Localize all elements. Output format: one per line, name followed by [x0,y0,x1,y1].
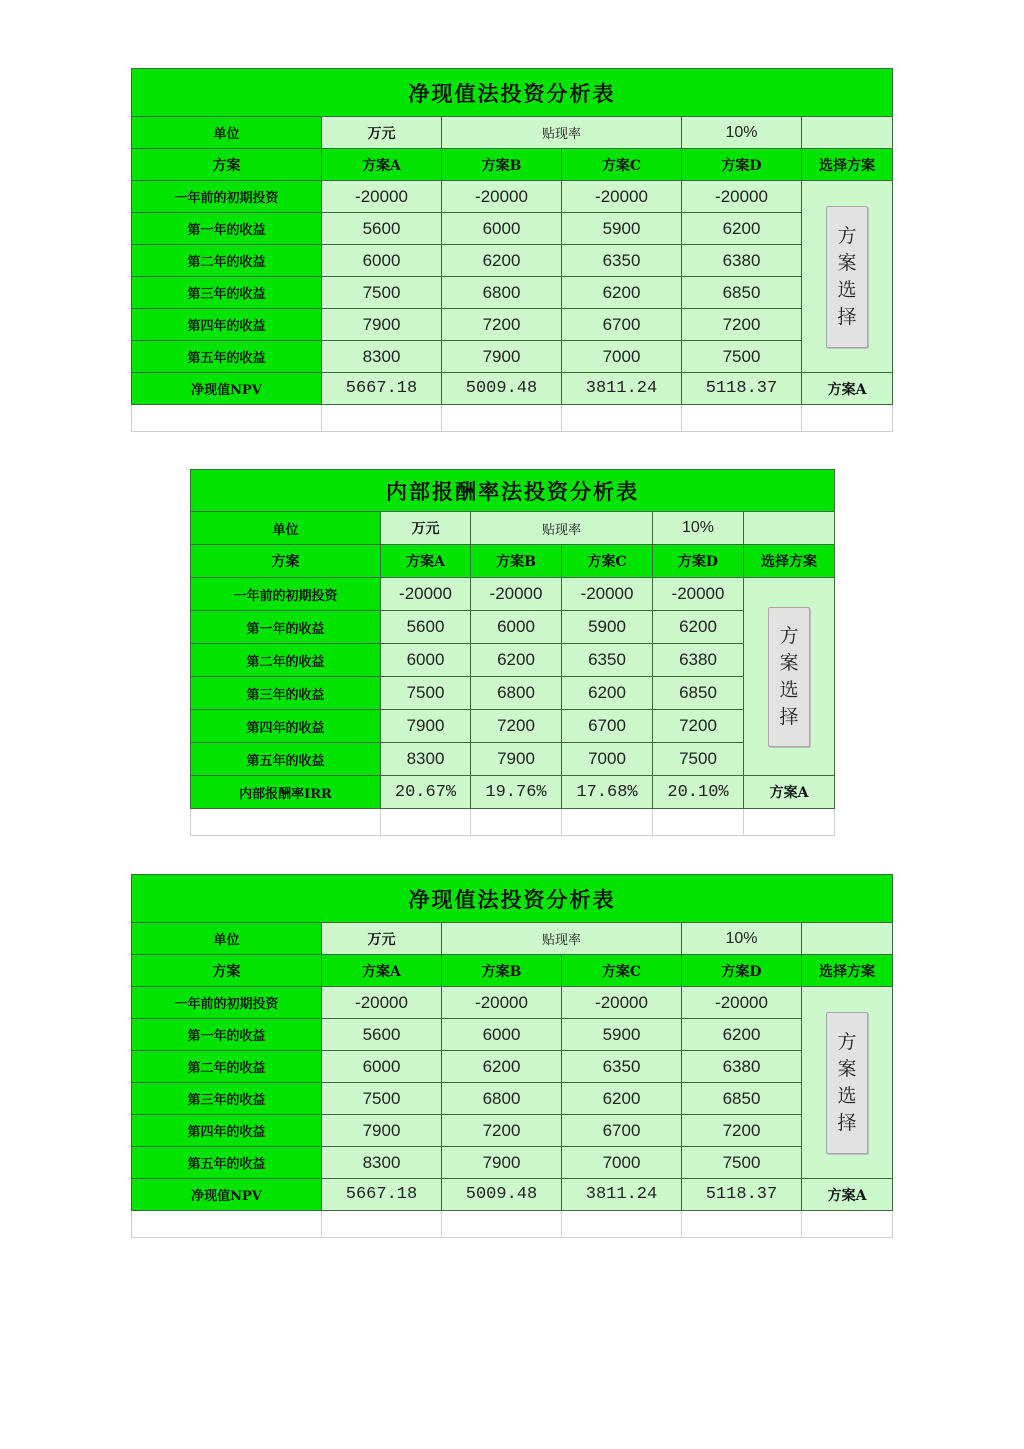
unit-label: 单位 [132,117,322,149]
result-value[interactable]: 5667.18 [322,1179,442,1211]
unit-label: 单位 [191,512,381,545]
empty-cell [802,923,893,955]
value-cell[interactable]: 7200 [682,1115,802,1147]
result-value[interactable]: 5009.48 [442,373,562,405]
choose-plan-button[interactable] [826,206,868,348]
value-cell[interactable]: 5900 [562,1019,682,1051]
result-value[interactable]: 5118.37 [682,1179,802,1211]
value-cell[interactable]: 5600 [381,611,471,644]
empty-cell[interactable] [381,809,471,836]
button-char: 方 [837,224,857,247]
value-cell[interactable]: 6800 [442,1083,562,1115]
value-cell[interactable]: 6380 [682,1051,802,1083]
value-cell[interactable]: -20000 [322,181,442,213]
value-cell[interactable]: 5600 [322,213,442,245]
table-row [132,1019,893,1051]
value-cell[interactable]: -20000 [442,181,562,213]
plan-c-header: 方案C [562,955,682,987]
button-char: 选 [837,1084,857,1107]
table-row [191,677,835,710]
empty-cell[interactable] [191,809,381,836]
unit-value[interactable]: 万元 [381,512,471,545]
table-row [132,1147,893,1179]
row-label: 第四年的收益 [132,309,322,341]
value-cell[interactable]: 6200 [682,213,802,245]
value-cell[interactable]: 5900 [562,213,682,245]
plan-b-header: 方案B [442,955,562,987]
value-cell[interactable]: 8300 [322,341,442,373]
plan-d-header: 方案D [682,955,802,987]
value-cell[interactable]: 7200 [471,710,562,743]
result-value[interactable]: 5667.18 [322,373,442,405]
value-cell[interactable]: 7000 [562,743,653,776]
row-label: 第一年的收益 [132,1019,322,1051]
value-cell[interactable]: 6350 [562,1051,682,1083]
value-cell[interactable]: 6800 [471,677,562,710]
table-row [132,213,893,245]
button-char: 案 [837,1057,857,1080]
value-cell[interactable]: 7500 [682,1147,802,1179]
button-char: 择 [837,305,857,328]
choose-plan-header: 选择方案 [744,545,835,578]
value-cell[interactable]: -20000 [562,578,653,611]
value-cell[interactable]: 6200 [562,277,682,309]
result-value[interactable]: 3811.24 [562,1179,682,1211]
table-row [191,611,835,644]
empty-cell[interactable] [562,405,682,432]
empty-cell[interactable] [802,405,893,432]
value-cell[interactable]: 6200 [442,1051,562,1083]
plan-b-header: 方案B [471,545,562,578]
value-cell[interactable]: 6000 [381,644,471,677]
table-row [191,743,835,776]
value-cell[interactable]: 7000 [562,1147,682,1179]
value-cell[interactable]: 7900 [322,309,442,341]
value-cell[interactable]: 7200 [682,309,802,341]
value-cell[interactable]: -20000 [471,578,562,611]
value-cell[interactable]: 7200 [442,309,562,341]
row-label: 第五年的收益 [191,743,381,776]
value-cell[interactable]: 7500 [381,677,471,710]
empty-row [132,1211,893,1238]
plan-a-header: 方案A [381,545,471,578]
row-label: 一年前的初期投资 [132,181,322,213]
button-char: 方 [837,1030,857,1053]
value-cell[interactable]: 6200 [442,245,562,277]
row-label: 第一年的收益 [132,213,322,245]
empty-row [132,405,893,432]
value-cell[interactable]: 7900 [471,743,562,776]
plan-a-header: 方案A [322,149,442,181]
unit-label: 单位 [132,923,322,955]
empty-cell[interactable] [682,1211,802,1238]
empty-cell[interactable] [442,405,562,432]
value-cell[interactable]: 6800 [442,277,562,309]
value-cell[interactable]: 8300 [381,743,471,776]
row-label: 第四年的收益 [191,710,381,743]
plan-d-header: 方案D [653,545,744,578]
value-cell[interactable]: -20000 [381,578,471,611]
table-row [191,578,835,611]
value-cell[interactable]: 6350 [562,245,682,277]
button-char: 案 [837,251,857,274]
value-cell[interactable]: 6700 [562,710,653,743]
value-cell[interactable]: -20000 [653,578,744,611]
table-row [132,1051,893,1083]
irr-analysis-table [190,469,834,836]
value-cell[interactable]: 6380 [653,644,744,677]
result-value[interactable]: 5009.48 [442,1179,562,1211]
table-row [132,309,893,341]
row-label: 第一年的收益 [191,611,381,644]
row-label: 一年前的初期投资 [132,987,322,1019]
value-cell[interactable]: 6850 [682,1083,802,1115]
value-cell[interactable]: 7900 [442,341,562,373]
value-cell[interactable]: 6200 [682,1019,802,1051]
value-cell[interactable]: -20000 [562,987,682,1019]
value-cell[interactable]: 7900 [442,1147,562,1179]
npv-analysis-table-2 [131,874,892,1238]
value-cell[interactable]: 6850 [653,677,744,710]
value-cell[interactable]: 7500 [682,341,802,373]
button-char: 方 [779,624,799,647]
value-cell[interactable]: -20000 [682,987,802,1019]
result-value[interactable]: 3811.24 [562,373,682,405]
result-row [132,1179,893,1211]
value-cell[interactable]: 7500 [322,1083,442,1115]
choose-plan-button[interactable] [826,1012,868,1154]
discount-rate-value[interactable]: 10% [682,923,802,955]
plan-header-label: 方案 [191,545,381,578]
value-cell[interactable]: -20000 [562,181,682,213]
choose-plan-cell [744,578,835,776]
value-cell[interactable]: 6380 [682,245,802,277]
value-cell[interactable]: 6200 [562,1083,682,1115]
plan-c-header: 方案C [562,149,682,181]
row-label: 第五年的收益 [132,341,322,373]
value-cell[interactable]: 5900 [562,611,653,644]
value-cell[interactable]: 6200 [471,644,562,677]
value-cell[interactable]: 6850 [682,277,802,309]
button-char: 案 [779,651,799,674]
table-row [132,341,893,373]
choose-plan-cell [802,987,893,1179]
result-row [191,776,835,809]
empty-cell[interactable] [682,405,802,432]
value-cell[interactable]: 7500 [322,277,442,309]
value-cell[interactable]: 7000 [562,341,682,373]
empty-cell[interactable] [322,405,442,432]
npv-analysis-table-1 [131,68,892,432]
value-cell[interactable]: 7200 [442,1115,562,1147]
value-cell[interactable]: 6700 [562,1115,682,1147]
result-value[interactable]: 5118.37 [682,373,802,405]
empty-cell[interactable] [132,405,322,432]
button-char: 择 [837,1111,857,1134]
empty-cell [802,117,893,149]
table-row [132,277,893,309]
value-cell[interactable]: 7200 [653,710,744,743]
table-title: 内部报酬率法投资分析表 [191,470,835,512]
result-label: 净现值NPV [132,1179,322,1211]
unit-value[interactable]: 万元 [322,923,442,955]
plan-c-header: 方案C [562,545,653,578]
value-cell[interactable]: 6350 [562,644,653,677]
value-cell[interactable]: 7500 [653,743,744,776]
row-label: 一年前的初期投资 [191,578,381,611]
table-row [132,181,893,213]
plan-d-header: 方案D [682,149,802,181]
result-value[interactable]: 19.76% [471,776,562,809]
empty-cell[interactable] [322,1211,442,1238]
choose-plan-button[interactable] [768,607,810,747]
value-cell[interactable]: 7900 [322,1115,442,1147]
table-title: 净现值法投资分析表 [132,69,893,117]
value-cell[interactable]: 6000 [322,245,442,277]
chosen-plan: 方案A [802,373,893,405]
value-cell[interactable]: 6000 [442,213,562,245]
empty-cell[interactable] [562,1211,682,1238]
row-label: 第三年的收益 [191,677,381,710]
choose-plan-header: 选择方案 [802,955,893,987]
empty-cell[interactable] [802,1211,893,1238]
value-cell[interactable]: -20000 [322,987,442,1019]
value-cell[interactable]: -20000 [442,987,562,1019]
table-row [132,245,893,277]
value-cell[interactable]: -20000 [682,181,802,213]
value-cell[interactable]: 6000 [442,1019,562,1051]
row-label: 第二年的收益 [132,245,322,277]
value-cell[interactable]: 6200 [562,677,653,710]
row-label: 第五年的收益 [132,1147,322,1179]
choose-plan-cell [802,181,893,373]
result-label: 内部报酬率IRR [191,776,381,809]
empty-cell[interactable] [744,809,835,836]
empty-cell [744,512,835,545]
discount-rate-label: 贴现率 [442,923,682,955]
value-cell[interactable]: 8300 [322,1147,442,1179]
button-char: 择 [779,705,799,728]
value-cell[interactable]: 6000 [322,1051,442,1083]
value-cell[interactable]: 5600 [322,1019,442,1051]
value-cell[interactable]: 6700 [562,309,682,341]
table-row [191,644,835,677]
unit-value[interactable]: 万元 [322,117,442,149]
value-cell[interactable]: 6000 [471,611,562,644]
row-label: 第三年的收益 [132,277,322,309]
discount-rate-label: 贴现率 [471,512,653,545]
result-label: 净现值NPV [132,373,322,405]
choose-plan-header: 选择方案 [802,149,893,181]
plan-header-label: 方案 [132,955,322,987]
button-char: 选 [779,678,799,701]
discount-rate-label: 贴现率 [442,117,682,149]
table-row [132,987,893,1019]
button-char: 选 [837,278,857,301]
empty-cell[interactable] [471,809,562,836]
result-value[interactable]: 20.10% [653,776,744,809]
empty-cell[interactable] [562,809,653,836]
plan-header-label: 方案 [132,149,322,181]
empty-cell[interactable] [653,809,744,836]
value-cell[interactable]: 6200 [653,611,744,644]
plan-a-header: 方案A [322,955,442,987]
table-title: 净现值法投资分析表 [132,875,893,923]
empty-cell[interactable] [132,1211,322,1238]
discount-rate-value[interactable]: 10% [682,117,802,149]
plan-b-header: 方案B [442,149,562,181]
row-label: 第四年的收益 [132,1115,322,1147]
empty-row [191,809,835,836]
value-cell[interactable]: 7900 [381,710,471,743]
row-label: 第三年的收益 [132,1083,322,1115]
result-value[interactable]: 20.67% [381,776,471,809]
table-row [132,1115,893,1147]
result-value[interactable]: 17.68% [562,776,653,809]
table-row [132,1083,893,1115]
chosen-plan: 方案A [744,776,835,809]
result-row [132,373,893,405]
empty-cell[interactable] [442,1211,562,1238]
discount-rate-value[interactable]: 10% [653,512,744,545]
row-label: 第二年的收益 [191,644,381,677]
chosen-plan: 方案A [802,1179,893,1211]
row-label: 第二年的收益 [132,1051,322,1083]
table-row [191,710,835,743]
